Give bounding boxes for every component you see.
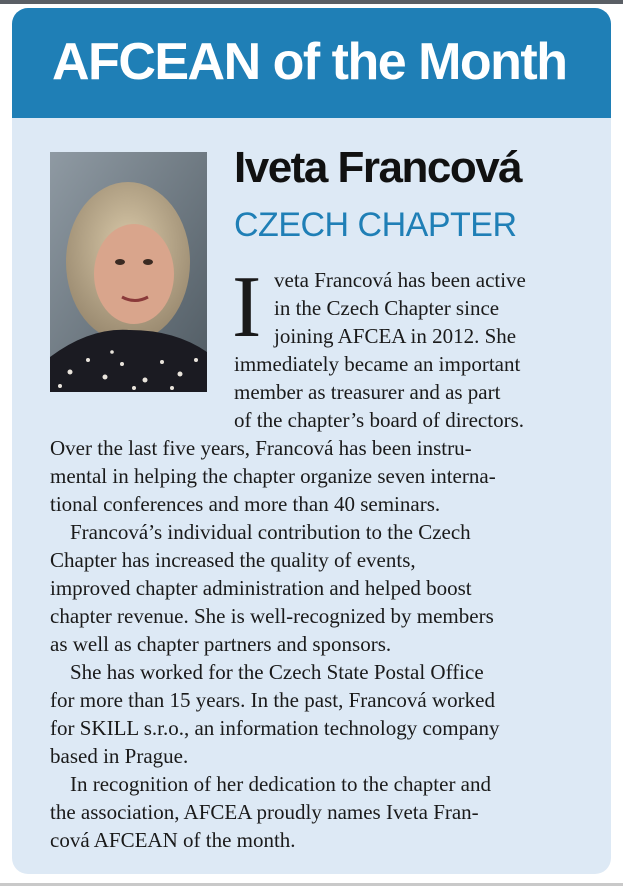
drop-cap: I — [232, 259, 262, 356]
portrait-icon — [50, 152, 207, 392]
article-line: for SKILL s.r.o., an information technology company — [50, 716, 500, 740]
person-name: Iveta Francová — [234, 143, 522, 192]
article-line: of the chapter’s board of directors. — [234, 408, 525, 432]
article-line: She has worked for the Czech State Postal Office — [70, 660, 484, 684]
article-card — [12, 8, 611, 874]
article-line: as well as chapter partners and sponsors. — [50, 632, 392, 656]
article-line: based in Prague. — [50, 744, 189, 768]
article-line: Francová’s individual contribution to the Czech — [70, 520, 471, 544]
article-line: Chapter has increased the quality of events, — [50, 548, 416, 572]
article-line: joining AFCEA in 2012. She — [274, 324, 517, 348]
portrait-photo — [50, 152, 207, 392]
article-line: improved chapter administration and helped boost — [50, 576, 472, 600]
article-line: immediately became an important — [234, 352, 521, 376]
header-banner — [12, 8, 611, 118]
page-title: AFCEAN of the Month — [52, 33, 567, 91]
chapter-name: CZECH CHAPTER — [234, 206, 517, 244]
article-line: the association, AFCEA proudly names Iveta Fran- — [50, 800, 479, 824]
article-line: Over the last five years, Francová has been instru- — [50, 436, 472, 460]
article-line: in the Czech Chapter since — [274, 296, 500, 320]
article-line: cová AFCEAN of the month. — [50, 828, 296, 852]
article-line: chapter revenue. She is well-recognized by members — [50, 604, 494, 628]
top-border — [0, 0, 623, 4]
article-line: member as treasurer and as part — [234, 380, 501, 404]
article-line: veta Francová has been active — [274, 268, 526, 292]
article-line: mental in helping the chapter organize seven interna- — [50, 464, 496, 488]
article-line: In recognition of her dedication to the chapter and — [70, 772, 492, 796]
article-line: tional conferences and more than 40 seminars. — [50, 492, 441, 516]
article-line: for more than 15 years. In the past, Francová worked — [50, 688, 495, 712]
